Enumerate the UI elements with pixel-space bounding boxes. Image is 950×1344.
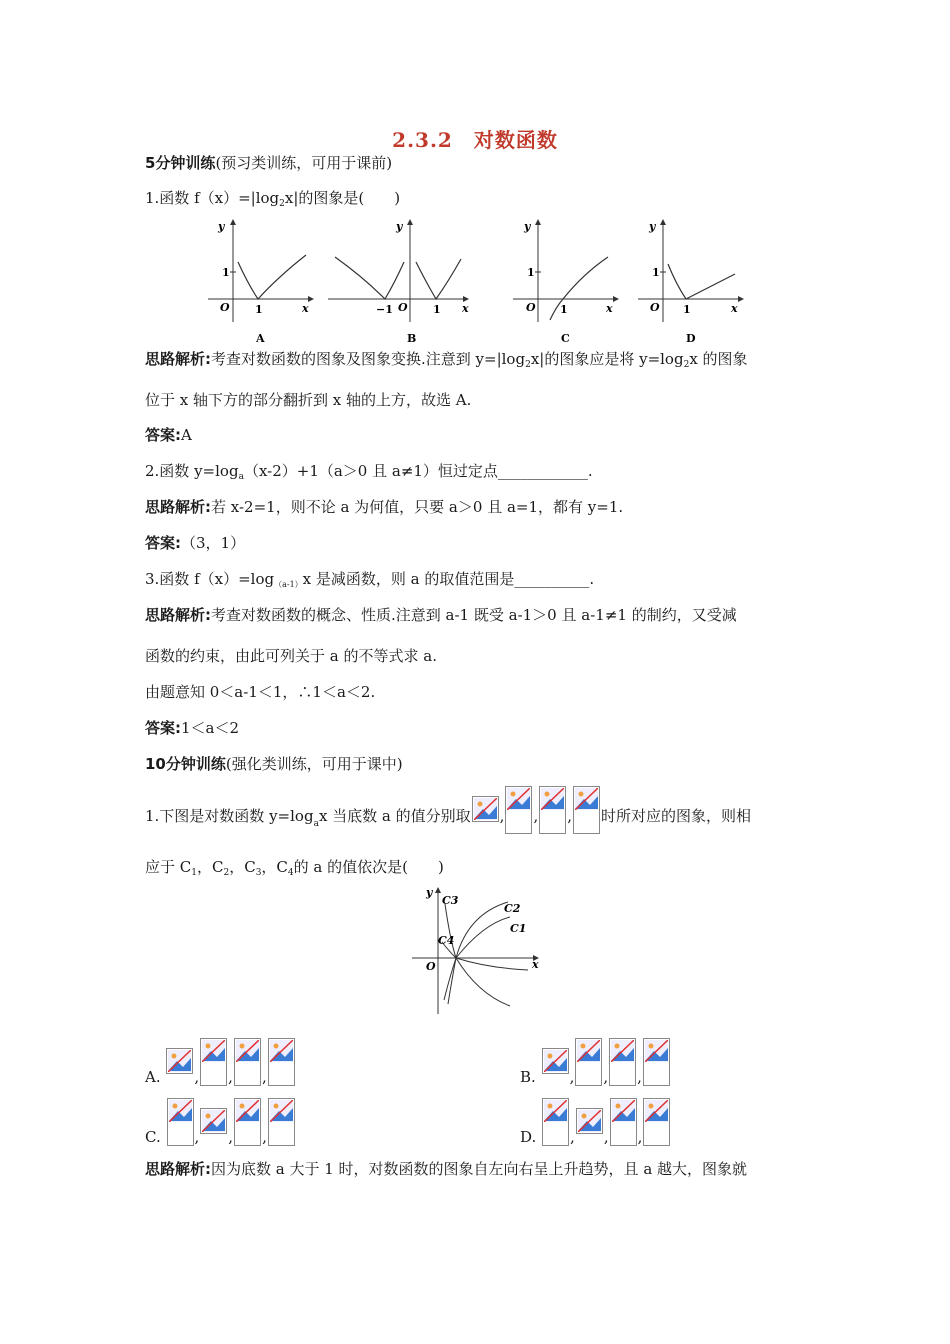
q1-analysis-sub-1: 2 xyxy=(525,360,531,370)
graph-b-xtick: 1 xyxy=(433,303,441,316)
answer-label: 答案: xyxy=(145,426,181,444)
formula-image-icon xyxy=(575,1038,602,1086)
q4-analysis xyxy=(145,1158,747,1180)
formula-image-icon xyxy=(643,1038,670,1086)
graph-c-label: C xyxy=(561,332,570,345)
graph-a xyxy=(208,220,313,345)
graph-a-origin: O xyxy=(220,301,230,314)
q4-stem-b: x 当底数 a 的值分别取 xyxy=(318,807,471,825)
answer-label: 答案: xyxy=(145,534,181,552)
q1-analysis-line-1 xyxy=(145,348,748,376)
q1-subscript: 2 xyxy=(279,199,285,209)
graph-d-label: D xyxy=(686,332,696,345)
analysis-label: 思路解析: xyxy=(145,498,211,516)
formula-image-icon xyxy=(609,1038,636,1086)
graph-a-curve xyxy=(238,255,306,299)
q2-answer xyxy=(145,532,245,554)
graph-c-curve xyxy=(550,257,608,320)
graph-a-y-label: y xyxy=(218,220,225,233)
label-c2: C2 xyxy=(504,902,521,915)
q3-derivation: 由题意知 0＜a-1＜1，∴1＜a＜2. xyxy=(145,683,376,701)
answer-value: 1＜a＜2 xyxy=(181,719,240,737)
answer-value: （3，1） xyxy=(181,534,246,552)
graph-c-ytick: 1 xyxy=(527,266,535,279)
q3-stem-end: x 是减函数，则 a 的取值范围是__________. xyxy=(302,570,595,588)
section-heading-text: 5分钟训练 xyxy=(145,154,216,172)
graph-d-x-label: x xyxy=(731,302,738,315)
q4-log-curves-figure xyxy=(408,884,546,1018)
q4-stem-line-2: 应于 $C_1$，$C_2$，$C_3$，$C_4$的 a 的值依次是( ) xyxy=(145,858,444,878)
formula-image-icon xyxy=(200,1038,227,1086)
formula-image-icon xyxy=(643,1098,670,1146)
q1-stem-text: 1.函数 f（x）=|log xyxy=(145,189,280,207)
section-heading-10min xyxy=(145,753,403,775)
section-note: (预习类训练，可用于课前) xyxy=(215,154,393,172)
page-title: 2.3.2 对数函数 xyxy=(392,128,558,152)
q2-analysis xyxy=(145,496,623,518)
q1-analysis-b: x|的图象应是将 y=log xyxy=(530,350,684,368)
graph-b-left-curve xyxy=(335,257,404,299)
option-label: B. xyxy=(520,1068,536,1086)
formula-image-icon xyxy=(472,796,499,822)
option-c[interactable]: C. , , , xyxy=(145,1098,296,1162)
graph-c xyxy=(513,220,618,345)
formula-image-icon xyxy=(542,1098,569,1146)
label-c4: C4 xyxy=(438,934,455,947)
graph-b xyxy=(328,220,469,345)
analysis-text: 因为底数 a 大于 1 时，对数函数的图象自左向右呈上升趋势，且 a 越大，图象就 xyxy=(211,1160,748,1178)
formula-image-icon xyxy=(505,786,532,834)
graph-a-ytick: 1 xyxy=(222,266,230,279)
q4-stem-c: 时所对应的图象，则相 xyxy=(601,807,752,825)
graph-d-ytick: 1 xyxy=(652,266,660,279)
analysis-text: 考查对数函数的概念、性质.注意到 a-1 既受 a-1＞0 且 a-1≠1 的制约，又受减 xyxy=(211,606,737,624)
formula-image-icon xyxy=(234,1038,261,1086)
graph-c-y-label: y xyxy=(524,220,531,233)
analysis-label: 思路解析: xyxy=(145,606,211,624)
formula-image-icon xyxy=(166,1048,193,1074)
formula-image-icon xyxy=(542,1048,569,1074)
option-label: C. xyxy=(145,1128,161,1146)
q1-answer xyxy=(145,424,192,446)
formula-image-icon xyxy=(167,1098,194,1146)
q2-stem-text: 2.函数 y=log xyxy=(145,462,239,480)
graph-d-origin: O xyxy=(650,301,660,314)
graph-b-y-label: y xyxy=(396,220,403,233)
formula-image-icon xyxy=(234,1098,261,1146)
graph-c-origin: O xyxy=(526,301,536,314)
q4-line2-end: 的 a 的值依次是( ) xyxy=(293,858,444,876)
option-label: A. xyxy=(145,1068,161,1086)
question-2-stem xyxy=(145,460,593,488)
curve-c2 xyxy=(448,902,508,1004)
q2-subscript: a xyxy=(238,472,244,482)
q2-stem-end: （x-2）+1（a＞0 且 a≠1）恒过定点____________. xyxy=(243,462,593,480)
formula-image-icon xyxy=(268,1038,295,1086)
graph-d-y-label: y xyxy=(649,220,656,233)
analysis-text: 若 x-2=1，则不论 a 为何值，只要 a＞0 且 a=1，都有 y=1. xyxy=(211,498,624,516)
formula-image-icon xyxy=(200,1108,227,1134)
option-label: D. xyxy=(520,1128,537,1146)
graph-a-label: A xyxy=(256,332,265,345)
option-d[interactable]: D. , , , xyxy=(520,1098,671,1162)
graph-b-origin: O xyxy=(398,301,408,314)
analysis-label: 思路解析: xyxy=(145,350,211,368)
q3-subscript: （a-1） xyxy=(274,580,303,589)
option-a[interactable]: A. , , , xyxy=(145,1038,296,1102)
formula-image-icon xyxy=(539,786,566,834)
q4-origin: O xyxy=(426,960,436,973)
formula-image-icon xyxy=(610,1098,637,1146)
question-1-stem xyxy=(145,187,400,215)
label-c3: C3 xyxy=(442,894,459,907)
q3-analysis-line-1 xyxy=(145,604,737,626)
graph-d xyxy=(638,220,743,345)
question-3-stem xyxy=(145,568,594,596)
question-4-stem: 1.下图是对数函数 y=logax 当底数 a 的值分别取 , , , 时所对应的图象，则相 xyxy=(145,786,751,842)
formula-image-icon xyxy=(576,1108,603,1134)
q3-answer xyxy=(145,717,239,739)
q1-graph-options xyxy=(198,212,758,348)
q1-analysis-line-2: 位于 x 轴下方的部分翻折到 x 轴的上方，故选 A. xyxy=(145,391,472,409)
q4-x-label: x xyxy=(532,958,539,971)
graph-c-xtick: 1 xyxy=(560,303,568,316)
formula-image-icon xyxy=(573,786,600,834)
graph-c-x-label: x xyxy=(606,302,613,315)
q3-analysis-line-2: 函数的约束，由此可列关于 a 的不等式求 a. xyxy=(145,647,437,665)
q4-y-label: y xyxy=(426,886,433,899)
section-heading-text: 10分钟训练 xyxy=(145,755,226,773)
graph-a-x-label: x xyxy=(302,302,309,315)
q1-analysis-c: x 的图象 xyxy=(689,350,748,368)
q1-stem-end: x|的图象是( ) xyxy=(284,189,401,207)
graph-d-curve xyxy=(668,264,735,299)
q1-analysis-a: 考查对数函数的图象及图象变换.注意到 y=|log xyxy=(211,350,526,368)
q4-subscript: a xyxy=(313,819,319,829)
graph-d-xtick: 1 xyxy=(683,303,691,316)
q3-stem-text: 3.函数 f（x）=log xyxy=(145,570,275,588)
q1-analysis-sub-2: 2 xyxy=(683,360,690,370)
label-c1: C1 xyxy=(510,922,527,935)
graph-b-xtick-neg: −1 xyxy=(376,303,393,316)
graph-b-label: B xyxy=(407,332,417,345)
q4-stem-a: 1.下图是对数函数 y=log xyxy=(145,807,314,825)
answer-label: 答案: xyxy=(145,719,181,737)
answer-value: A xyxy=(181,426,192,444)
option-b[interactable]: B. , , , xyxy=(520,1038,671,1102)
q4-line2-text: 应于 C xyxy=(145,858,192,876)
graph-b-x-label: x xyxy=(462,302,469,315)
formula-image-icon xyxy=(268,1098,295,1146)
graph-a-xtick: 1 xyxy=(255,303,263,316)
section-heading-5min xyxy=(145,152,392,174)
graph-b-right-curve xyxy=(416,259,461,299)
section-note: (强化类训练，可用于课中) xyxy=(225,755,403,773)
analysis-label: 思路解析: xyxy=(145,1160,211,1178)
